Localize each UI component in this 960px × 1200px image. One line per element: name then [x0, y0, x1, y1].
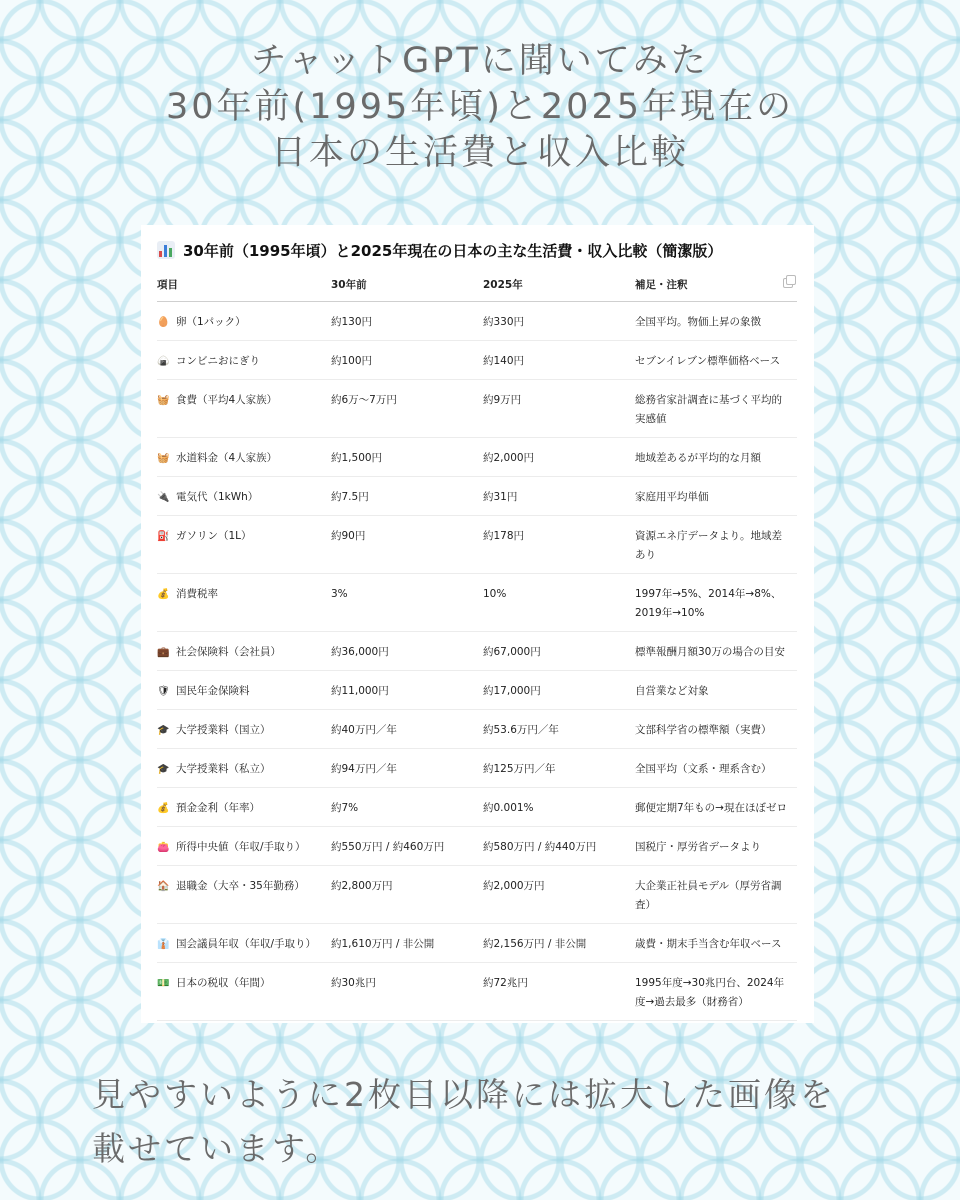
cell-then: 約6万～7万円 [331, 379, 483, 437]
item-label: 消費税率 [176, 587, 218, 600]
card-title: 30年前（1995年頃）と2025年現在の日本の主な生活費・収入比較（簡潔版） [183, 241, 723, 260]
column-header-then: 30年前 [331, 269, 483, 301]
table-row [157, 709, 797, 748]
cell-item [157, 301, 331, 340]
table-row [157, 826, 797, 865]
row-icon: 🍙 [157, 355, 170, 367]
row-icon: 🔌 [157, 491, 170, 503]
item-label: ガソリン（1L） [176, 529, 252, 542]
table-row [157, 748, 797, 787]
cell-now: 約2,156万円 / 非公開 [483, 923, 635, 962]
table-row [157, 476, 797, 515]
copy-icon[interactable] [783, 278, 793, 288]
cell-now: 10% [483, 573, 635, 631]
item-label: 所得中央値（年収/手取り） [176, 840, 306, 853]
comparison-table [157, 269, 797, 1021]
cell-then: 約11,000円 [331, 670, 483, 709]
item-label: 大学授業料（私立） [176, 762, 271, 775]
cell-now: 約2,000万円 [483, 865, 635, 923]
cell-then: 約30兆円 [331, 962, 483, 1020]
cell-item [157, 515, 331, 573]
cell-item [157, 923, 331, 962]
footer-note [92, 1068, 912, 1176]
cell-then: 約2,800万円 [331, 865, 483, 923]
table-row [157, 437, 797, 476]
cell-now: 約580万円 / 約440万円 [483, 826, 635, 865]
row-icon: 💼 [157, 646, 170, 658]
cell-now: 約53.6万円／年 [483, 709, 635, 748]
cell-then: 約90円 [331, 515, 483, 573]
row-icon: 💰 [157, 588, 170, 600]
item-label: 日本の税収（年間） [176, 976, 271, 989]
cell-then: 約130円 [331, 301, 483, 340]
footer-line-2: 載せています。 [92, 1129, 342, 1168]
cell-now: 約31円 [483, 476, 635, 515]
item-label: 預金金利（年率） [176, 801, 260, 814]
item-label: 卵（1パック） [176, 315, 246, 328]
column-header-note-label: 補足・注釈 [635, 279, 688, 291]
cell-note: 全国平均。物価上昇の象徴 [635, 301, 797, 340]
table-header-row [157, 269, 797, 301]
cell-then: 約1,500円 [331, 437, 483, 476]
cell-note: 総務省家計調査に基づく平均的実感値 [635, 379, 797, 437]
column-header-now: 2025年 [483, 269, 635, 301]
cell-now: 約140円 [483, 340, 635, 379]
cell-item [157, 962, 331, 1020]
page-header [0, 38, 960, 176]
item-label: 食費（平均4人家族） [176, 393, 278, 406]
table-row [157, 962, 797, 1020]
cell-note: 標準報酬月額30万の場合の目安 [635, 631, 797, 670]
row-icon: 🎓 [157, 724, 170, 736]
cell-then: 約7% [331, 787, 483, 826]
cell-item [157, 865, 331, 923]
cell-note: 文部科学省の標準額（実費） [635, 709, 797, 748]
cell-note: 家庭用平均単価 [635, 476, 797, 515]
cell-note: 大企業正社員モデル（厚労省調査） [635, 865, 797, 923]
item-label: コンビニおにぎり [176, 354, 260, 367]
table-body [157, 301, 797, 1020]
cell-then: 約7.5円 [331, 476, 483, 515]
cell-now: 約72兆円 [483, 962, 635, 1020]
item-label: 国民年金保険料 [176, 684, 250, 697]
column-header-item: 項目 [157, 269, 331, 301]
row-icon: 🏠 [157, 880, 170, 892]
table-row [157, 301, 797, 340]
comparison-card [141, 225, 814, 1023]
cell-note: 国税庁・厚労省データより [635, 826, 797, 865]
cell-item [157, 573, 331, 631]
cell-now: 約330円 [483, 301, 635, 340]
cell-note: 郵便定期7年もの→現在ほぼゼロ [635, 787, 797, 826]
cell-item [157, 826, 331, 865]
row-icon: 🛡 [157, 685, 170, 697]
table-row [157, 379, 797, 437]
table-row [157, 670, 797, 709]
cell-note: 自営業など対象 [635, 670, 797, 709]
cell-then: 約40万円／年 [331, 709, 483, 748]
cell-item [157, 476, 331, 515]
row-icon: 🥚 [157, 316, 170, 328]
footer-line-1: 見やすいように2枚目以降には拡大した画像を [92, 1075, 836, 1114]
bar-chart-icon [157, 241, 175, 259]
cell-now: 約2,000円 [483, 437, 635, 476]
cell-note: 1997年→5%、2014年→8%、2019年→10% [635, 573, 797, 631]
cell-now: 約17,000円 [483, 670, 635, 709]
item-label: 電気代（1kWh） [176, 490, 259, 503]
cell-item [157, 787, 331, 826]
table-row [157, 573, 797, 631]
table-row [157, 787, 797, 826]
cell-now: 約178円 [483, 515, 635, 573]
table-row [157, 865, 797, 923]
cell-then: 約1,610万円 / 非公開 [331, 923, 483, 962]
cell-item [157, 631, 331, 670]
cell-then: 約550万円 / 約460万円 [331, 826, 483, 865]
table-row [157, 515, 797, 573]
item-label: 退職金（大卒・35年勤務） [176, 879, 305, 892]
cell-note: 1995年度→30兆円台、2024年度→過去最多（財務省） [635, 962, 797, 1020]
table-row [157, 923, 797, 962]
header-line-2: 30年前(1995年頃)と2025年現在の [166, 87, 794, 127]
row-icon: ⛽ [157, 530, 170, 542]
cell-then: 約36,000円 [331, 631, 483, 670]
table-row [157, 631, 797, 670]
cell-note: 全国平均（文系・理系含む） [635, 748, 797, 787]
cell-item [157, 709, 331, 748]
cell-note: セブンイレブン標準価格ベース [635, 340, 797, 379]
row-icon: 🎓 [157, 763, 170, 775]
row-icon: 👛 [157, 841, 170, 853]
card-title-row [157, 237, 798, 263]
cell-item [157, 437, 331, 476]
item-label: 水道料金（4人家族） [176, 451, 278, 464]
item-label: 社会保険料（会社員） [176, 645, 281, 658]
cell-note: 歳費・期末手当含む年収ベース [635, 923, 797, 962]
header-line-3: 日本の生活費と収入比較 [270, 133, 689, 173]
cell-now: 約0.001% [483, 787, 635, 826]
table-row [157, 340, 797, 379]
cell-then: 約94万円／年 [331, 748, 483, 787]
cell-item [157, 340, 331, 379]
cell-now: 約125万円／年 [483, 748, 635, 787]
cell-item [157, 670, 331, 709]
row-icon: 👔 [157, 938, 170, 950]
cell-then: 約100円 [331, 340, 483, 379]
cell-now: 約9万円 [483, 379, 635, 437]
cell-now: 約67,000円 [483, 631, 635, 670]
cell-note: 地域差あるが平均的な月額 [635, 437, 797, 476]
cell-item [157, 379, 331, 437]
item-label: 国会議員年収（年収/手取り） [176, 937, 317, 950]
row-icon: 🧺 [157, 452, 170, 464]
item-label: 大学授業料（国立） [176, 723, 271, 736]
cell-item [157, 748, 331, 787]
row-icon: 💰 [157, 802, 170, 814]
row-icon: 🧺 [157, 394, 170, 406]
cell-then: 3% [331, 573, 483, 631]
cell-note: 資源エネ庁データより。地域差あり [635, 515, 797, 573]
row-icon: 💵 [157, 977, 170, 989]
column-header-note [635, 269, 797, 301]
header-line-1: チャットGPTに聞いてみた [251, 41, 709, 81]
